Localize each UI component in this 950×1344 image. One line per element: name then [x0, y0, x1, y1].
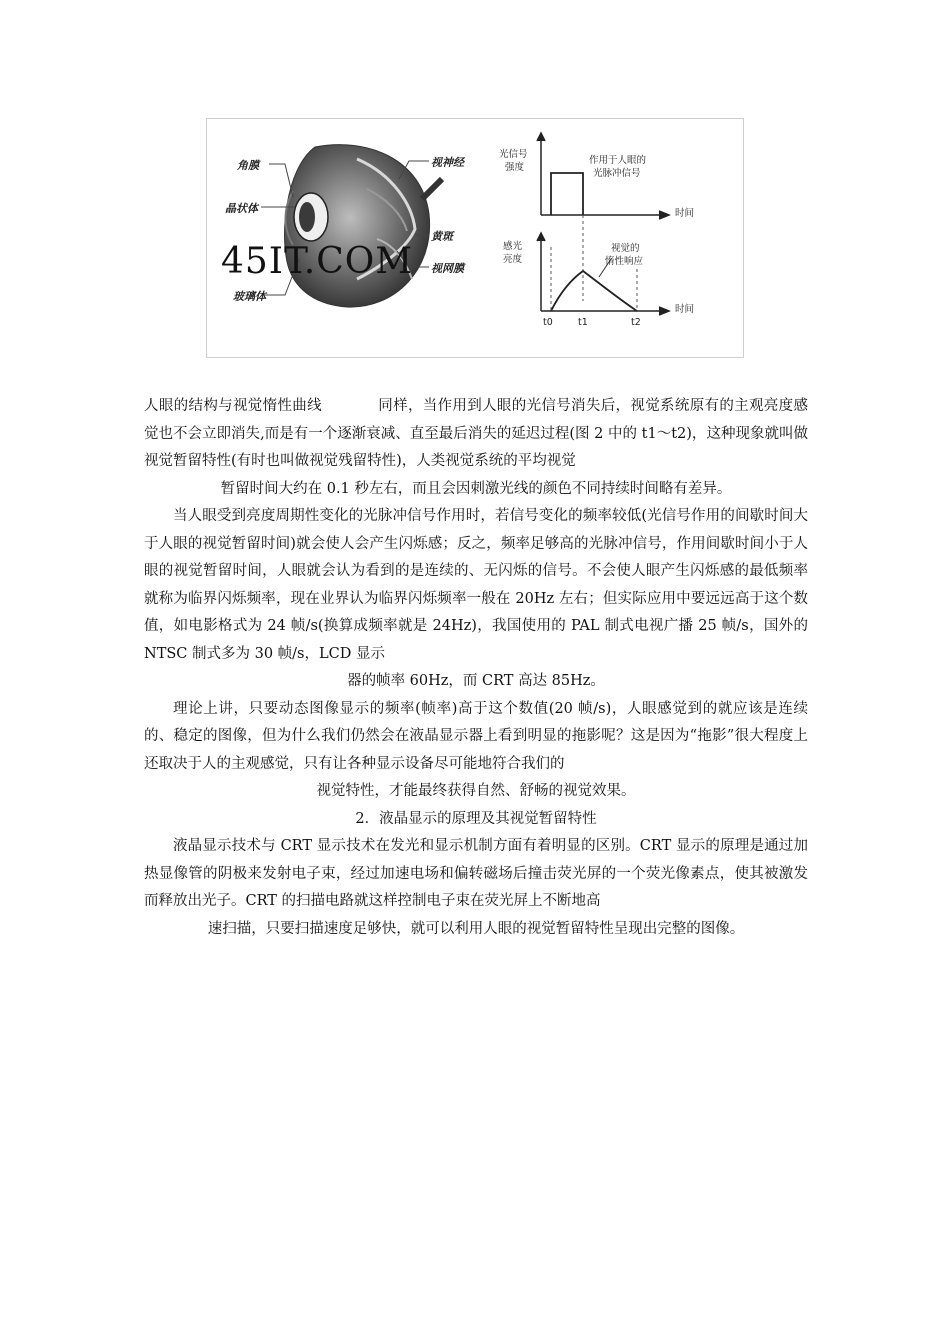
label-cornea: 角膜: [237, 159, 259, 172]
bottom-xlabel: 时间: [675, 304, 695, 315]
bottom-ylabel-line2: 亮度: [503, 254, 523, 265]
top-note-line2: 光脉冲信号: [593, 168, 641, 179]
paragraph-2: 当人眼受到亮度周期性变化的光脉冲信号作用时，若信号变化的频率较低(光信号作用的间歇时间大于人眼的视觉暂留时间)就会使人会产生闪烁感；反之，频率足够高的光脉冲信号，作用间歇时间小于人眼的视觉暂留时间，人眼就会认为看到的是连续的、无闪烁的信号。不会使人眼产生闪烁感的最低频率就称为临界闪烁频率，现在业界认为临界闪烁频率一般在 20Hz 左右；但实际应用中要远远高于这个数值，如电影格式为 24 帧/s(换算成频率就是 24Hz)，我国使用的 PAL 制式电视广播 25 帧/s，国外的 NTSC 制式多为 30 帧/s，LCD 显示: [144, 508, 808, 662]
paragraph-4: 液晶显示技术与 CRT 显示技术在发光和显示机制方面有着明显的区别。CRT 显示的原理是通过加热显像管的阴极来发射电子束，经过加速电场和偏转磁场后撞击荧光屏的一个荧光像素点，使其被激发而释放出光子。CRT 的扫描电路就这样控制电子束在荧光屏上不断地高: [144, 838, 808, 909]
paragraph-4-end: 速扫描，只要扫描速度足够快，就可以利用人眼的视觉暂留特性呈现出完整的图像。: [207, 920, 745, 937]
bottom-chart-axes: [537, 233, 669, 315]
watermark: 45IT.COM: [221, 241, 414, 282]
tick-t1: t1: [578, 317, 588, 328]
paragraph-2-end: 器的帧率 60Hz，而 CRT 高达 85Hz。: [347, 673, 605, 689]
bottom-note-line2: 惰性响应: [605, 256, 644, 267]
tick-t0: t0: [543, 317, 553, 328]
light-pulse-signal: [551, 173, 583, 215]
paragraph-1-text: 同样，当作用到人眼的光信号消失后，视觉系统原有的主观亮度感觉也不会立即消失,而是有一个逐渐衰减、直至最后消失的延迟过程(图 2 中的 t1～t2)，这种现象就叫做视觉暂留特性(有时也叫做视觉残留特性)，人类视觉系统的平均视觉: [144, 398, 808, 469]
eye-illustration: [285, 145, 442, 307]
paragraph-3-end: 视觉特性，才能最终获得自然、舒畅的视觉效果。: [316, 783, 636, 799]
visual-inertia-response-curve: [551, 271, 637, 311]
body-text: [144, 393, 808, 943]
paragraph-3: 理论上讲，只要动态图像显示的频率(帧率)高于这个数值(20 帧/s)，人眼感觉到的就应该是连续的、稳定的图像，但为什么我们仍然会在液晶显示器上看到明显的拖影呢？这是因为“拖影”很大程度上还取决于人的主观感觉，只有让各种显示设备尽可能地符合我们的: [144, 700, 808, 772]
bottom-note-line1: 视觉的: [611, 243, 640, 254]
label-retina: 视网膜: [431, 262, 464, 275]
label-vitreous: 玻璃体: [233, 290, 266, 303]
paragraph-1: [144, 393, 808, 476]
top-xlabel: 时间: [675, 208, 695, 219]
figure-eye-structure-and-response: [206, 118, 744, 358]
label-optic-nerve: 视神经: [431, 156, 464, 169]
section-heading: 2．液晶显示的原理及其视觉暂留特性: [355, 810, 597, 827]
tick-t2: t2: [631, 317, 641, 328]
label-lens: 晶状体: [225, 202, 258, 215]
top-ylabel-line1: 光信号: [499, 149, 528, 160]
label-macula: 黄斑: [431, 230, 453, 243]
paragraph-1-end: 暂留时间大约在 0.1 秒左右，而且会因刺激光线的颜色不同持续时间略有差异。: [220, 480, 732, 497]
figure-caption: 人眼的结构与视觉惰性曲线: [144, 398, 322, 414]
figure-graphics: [207, 119, 745, 359]
top-ylabel-line2: 强度: [505, 162, 525, 173]
top-note-line1: 作用于人眼的: [589, 155, 647, 166]
bottom-ylabel-line1: 感光: [503, 241, 523, 252]
